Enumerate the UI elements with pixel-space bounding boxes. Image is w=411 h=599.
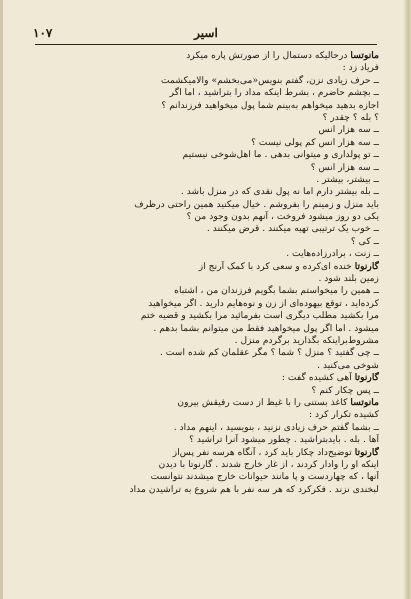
text-line (33, 360, 379, 372)
speaker-name: مانوتسا (350, 396, 379, 408)
text-line (33, 124, 379, 136)
line-text: ــ حرف زیادی نزن، گفتم بنویس«می‌بخشم» والامیکشمت (161, 74, 379, 86)
text-line (33, 285, 379, 297)
line-text: ــ بشما گفتم حرف زیادی نزنید ، بنویسید ، اینهم مداد . (173, 421, 379, 433)
text-line (33, 174, 379, 186)
line-text: باید منزل و زمینم را بفروشم . خیال میکنید همین راحتی درظرف (134, 198, 379, 210)
text-line (33, 347, 379, 359)
line-text: ــ خوب یک ترتیبی تهیه میکنند . قرض میکنند . (206, 223, 379, 235)
text-line (33, 397, 379, 409)
line-text: خنده ای‌کرده و سعی کرد با کمک آرنج از (198, 260, 355, 272)
speaker-name: گارنوتا (354, 260, 379, 272)
text-line (33, 162, 379, 174)
line-text: ــ زنت ، برادرزاده‌هایت . (286, 248, 379, 260)
text-line (33, 137, 379, 149)
line-text: آها . بله . بایدبتراشید . چطور میشود آنرا تراشید ؟ (189, 434, 379, 446)
page-body-text (33, 50, 379, 496)
line-text: ــ بچشم حاضرم ، بشرط اینکه مداد را بتراشید ، اما اگر (169, 87, 379, 99)
line-text: زمین بلند شود . (318, 273, 379, 285)
line-text: ــ سه هزار انس (318, 124, 379, 136)
text-line (33, 310, 379, 322)
text-line (33, 335, 379, 347)
line-text: ــ پس چکار کنم ؟ (311, 384, 379, 396)
line-text: ــ همین را میخواستم بشما بگویم فرزندان من ، اشتباه (174, 285, 379, 297)
text-line (33, 434, 379, 446)
text-line (33, 199, 379, 211)
speaker-name: گارنوتا (354, 446, 379, 458)
text-line (33, 273, 379, 285)
line-text: مشروط‌براینکه بگذارید برگردم منزل . (234, 334, 379, 346)
text-line (33, 459, 379, 471)
text-line (33, 323, 379, 335)
text-line (33, 422, 379, 434)
line-text: میشود . اما اگر پول میخواهید فقط من میتوانم بشما بدهم . (153, 322, 379, 334)
text-line (33, 211, 379, 223)
line-text: مرا بکشید مطلب دیگری است بفرمائید مرا بکشید و قضیه ختم (140, 310, 379, 322)
text-line (33, 100, 379, 112)
line-text: اینکه او را وادار کردند ، از غار خارج شدند . گارنوتا با دیدن (158, 458, 379, 470)
page-number: ۱۰۷ (33, 26, 53, 40)
line-text: ــ بله بیشتر دارم اما نه پول نقدی که در منزل باشد . (180, 186, 379, 198)
text-line (33, 447, 379, 459)
text-line (33, 248, 379, 260)
text-line (33, 50, 379, 62)
text-line (33, 87, 379, 99)
line-text: درحالیکه دستمال را از صورتش پاره میکرد (186, 50, 351, 61)
speaker-name: گارنوتا (354, 372, 379, 384)
line-text: ــ بیشتر، بیشتر . (316, 173, 379, 185)
line-text: یکی دو روز میشود فروخت ، آنهم بدون وجود من ؟ (186, 211, 379, 223)
text-line (33, 471, 379, 483)
text-line (33, 484, 379, 496)
line-text: ــ کی ؟ (350, 235, 379, 247)
text-line (33, 149, 379, 161)
text-line (33, 409, 379, 421)
text-line (33, 112, 379, 124)
line-text: ؟ بله ؟ چقدر ؟ (322, 111, 379, 123)
text-line (33, 261, 379, 273)
line-text: ــ سه هزار انس کم پولی نیست ؟ (251, 136, 379, 148)
line-text: آنها ، که چهاردست و پا مانند حیوانات خارج میشدند نتوانست (150, 471, 379, 483)
line-text: شوخی می‌کنید . (317, 359, 379, 371)
line-text: کاغذ بستنی را با غیظ از دست رفیقش بیرون (177, 396, 351, 408)
line-text: کرده‌اید ، توقع بیهوده‌ای از زن و نوه‌هایم دارید . اگر میخواهید (148, 297, 379, 309)
page-header (33, 26, 379, 44)
line-text: ــ سه هزار انس ؟ (310, 161, 379, 173)
line-text: آهی کشیده گفت : (281, 372, 355, 384)
line-text: اجازه بدهید میخواهم به‌بینم شما پول میخواهید فرزندانم ؟ (161, 99, 379, 111)
header-rule (35, 44, 377, 45)
speaker-name: مانوتسا (350, 50, 379, 61)
running-title: اسیر (194, 26, 218, 40)
line-text: توضیح‌داد چکار باید کرد ، آنگاه هرسه نفر پس‌از (172, 446, 355, 458)
text-line (33, 385, 379, 397)
text-line (33, 223, 379, 235)
page-edge-shadow (403, 0, 409, 599)
line-text: ــ تو پولداری و میتوانی بدهی . ما اهل‌شوخی نیستیم (182, 149, 379, 161)
line-text: ــ چی گفتید ؟ منزل ؟ شما ؟ مگر عقلمان کم شده است . (159, 347, 379, 359)
text-line (33, 62, 379, 74)
text-line (33, 236, 379, 248)
text-line (33, 75, 379, 87)
text-line (33, 186, 379, 198)
line-text: کشیده تکرار کرد : (308, 409, 379, 421)
text-line (33, 298, 379, 310)
line-text: لبخندی نزند . فکرکرد که هر سه نفر با هم شروع به تراشیدن مداد (129, 483, 379, 495)
line-text: فریاد زد : (342, 62, 379, 74)
text-line (33, 372, 379, 384)
